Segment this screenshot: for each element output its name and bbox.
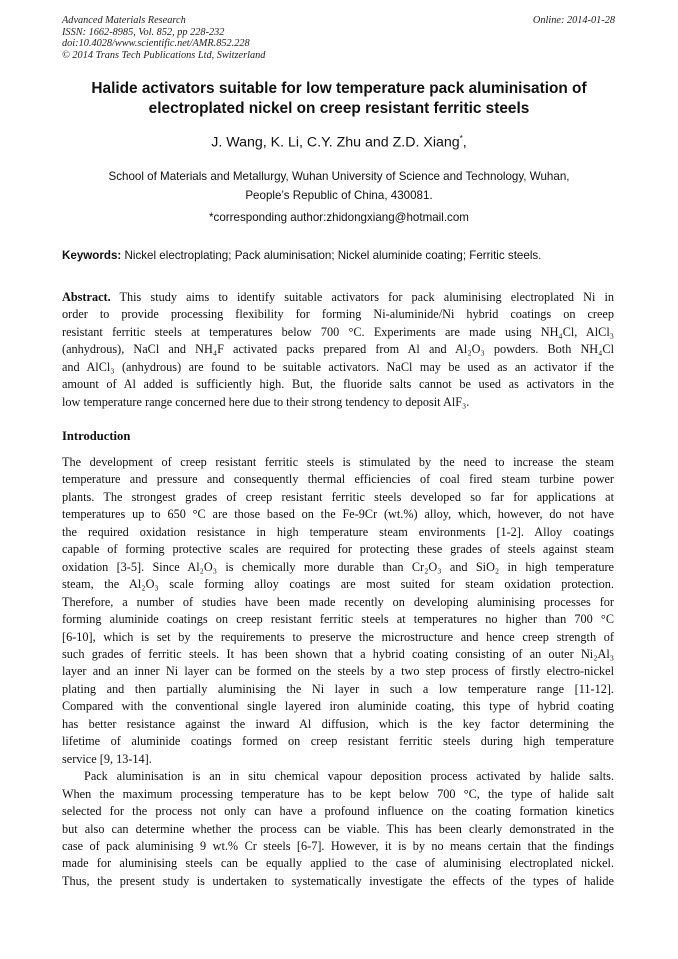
corresponding-author-mark: * [459, 134, 463, 143]
journal-name: Advanced Materials Research [62, 15, 186, 26]
paper-title [62, 79, 616, 119]
affiliation-line: People’s Republic of China, 430081. [245, 188, 433, 202]
intro-line: plants. The strongest grades of creep resistant ferritic steels developed so far for applications at [62, 489, 614, 504]
intro-line: Thus, the present study is undertaken to systematically investigate the effects of the types of halide [62, 873, 614, 888]
abstract-label: Abstract. [62, 290, 111, 304]
intro-line: such grades of ferritic steels. It has been shown that a hybrid coating consisting of an outer Ni₂Al₃ [62, 646, 614, 661]
corresponding-email: *corresponding author:zhidongxiang@hotmail.com [209, 211, 469, 224]
intro-line: the required oxidation resistance in high temperature steam environments [1-2]. Alloy coatings [62, 524, 614, 539]
section-heading-introduction: Introduction [62, 429, 131, 443]
authors-suffix: , [462, 134, 467, 151]
issn-line: ISSN: 1662-8985, Vol. 852, pp 228-232 [62, 26, 225, 38]
abstract-line: order to provide processing flexibility for forming Ni-aluminide/Ni hybrid coatings on creep [62, 307, 614, 322]
keywords-text: Nickel electroplating; Pack aluminisation; Nickel aluminide coating; Ferritic steels. [121, 249, 542, 262]
abstract-line: (anhydrous), NaCl and NH₄F activated packs prepared from Al and Al₂O₃ powders. Both NH₄Cl [62, 342, 614, 357]
author-list [62, 134, 616, 151]
intro-line: made for aluminising steels can be equally applied to the case of aluminising electroplated nickel. [62, 856, 614, 871]
intro-line: layer and an inner Ni layer can be formed on the steels by a two step process of firstly electro-nickel [62, 664, 614, 679]
intro-line: oxidation [3-5]. Since Al₂O₃ is chemically more durable than Cr₂O₃ and SiO₂ in high temperature [62, 559, 614, 574]
intro-line: forming aluminide coatings on creep resistant ferritic steels at temperatures no higher than 700 °C [62, 612, 614, 627]
abstract-line [62, 289, 614, 306]
intro-line: The development of creep resistant ferritic steels is stimulated by the need to increase the steam [62, 455, 614, 469]
intro-line: case of pack aluminising 9 wt.% Cr steels [6-7]. However, it is by no means certain that the findings [62, 838, 614, 853]
intro-line: but also can determine whether the process can be viable. This has been clearly demonstrated in the [62, 821, 614, 836]
intro-line: [6-10], which is set by the requirements to preserve the microstructure and hence creep strength of [62, 629, 614, 644]
intro-line: Compared with the conventional single layered iron aluminide coating, this type of hybrid coating [62, 699, 614, 714]
abstract-line-text: This study aims to identify suitable activators for pack aluminising electroplated Ni in [110, 290, 614, 304]
authors-text: J. Wang, K. Li, C.Y. Zhu and Z.D. Xiang [211, 134, 460, 151]
copyright-line: © 2014 Trans Tech Publications Ltd, Switzerland [62, 49, 266, 61]
intro-line: temperatures up to 650 °C are those based on the Fe-9Cr (wt.%) alloy, which, however, do not have [62, 507, 614, 522]
title-line: Halide activators suitable for low temperature pack aluminisation of [91, 80, 587, 97]
doi-line: doi:10.4028/www.scientific.net/AMR.852.228 [62, 38, 250, 50]
intro-line: plating and then partially aluminising the Ni layer in such a low temperature range [11-12]. [62, 681, 614, 696]
intro-line: capable of forming protective scales are required for protecting these grades of steels against steam [62, 542, 614, 557]
intro-line: Therefore, a number of studies have been made recently on developing aluminising processes for [62, 594, 614, 609]
introduction-body [62, 454, 614, 890]
affiliation [62, 168, 616, 205]
intro-line: steam, the Al₂O₃ scale forming alloy coatings are most suited for steam oxidation protection. [62, 577, 614, 592]
intro-line: When the maximum processing temperature has to be kept below 700 °C, the type of halide salt [62, 786, 614, 801]
abstract [62, 289, 614, 411]
abstract-line: and AlCl₃ (anhydrous) are found to be suitable activators. NaCl may be used as an activator if the [62, 359, 614, 374]
online-date: Online: 2014-01-28 [532, 15, 615, 26]
intro-line: selected for the process not only can have a profound influence on the coating formation kinetics [62, 804, 614, 819]
intro-line: service [9, 13-14]. [62, 751, 152, 766]
abstract-line: resistant ferritic steels at temperatures below 700 °C. Experiments are made using NH₄Cl, AlCl₃ [62, 324, 614, 339]
intro-line: has better resistance against the inward Al diffusion, which is the key factor determining the [62, 716, 614, 731]
title-line: electroplated nickel on creep resistant ferritic steels [148, 100, 530, 117]
intro-line: Pack aluminisation is an in situ chemical vapour deposition process activated by halide salts. [84, 769, 614, 784]
keywords [62, 249, 616, 262]
affiliation-line: School of Materials and Metallurgy, Wuhan University of Science and Technology, Wuhan, [108, 170, 570, 183]
abstract-line: low temperature range concerned here due to their strong tendency to deposit AlF₃. [62, 394, 470, 409]
intro-line: lifetime of aluminide coatings formed on creep resistant ferritic steels during high temperature [62, 734, 614, 749]
intro-line: temperature and pressure and consequently thermal efficiencies of coal fired steam turbine power [62, 472, 614, 487]
journal-metadata [62, 15, 265, 61]
keywords-label: Keywords: [62, 249, 122, 262]
abstract-line: amount of Al added is sufficiently high. But, the fluoride salts cannot be used as activators in the [62, 377, 614, 392]
